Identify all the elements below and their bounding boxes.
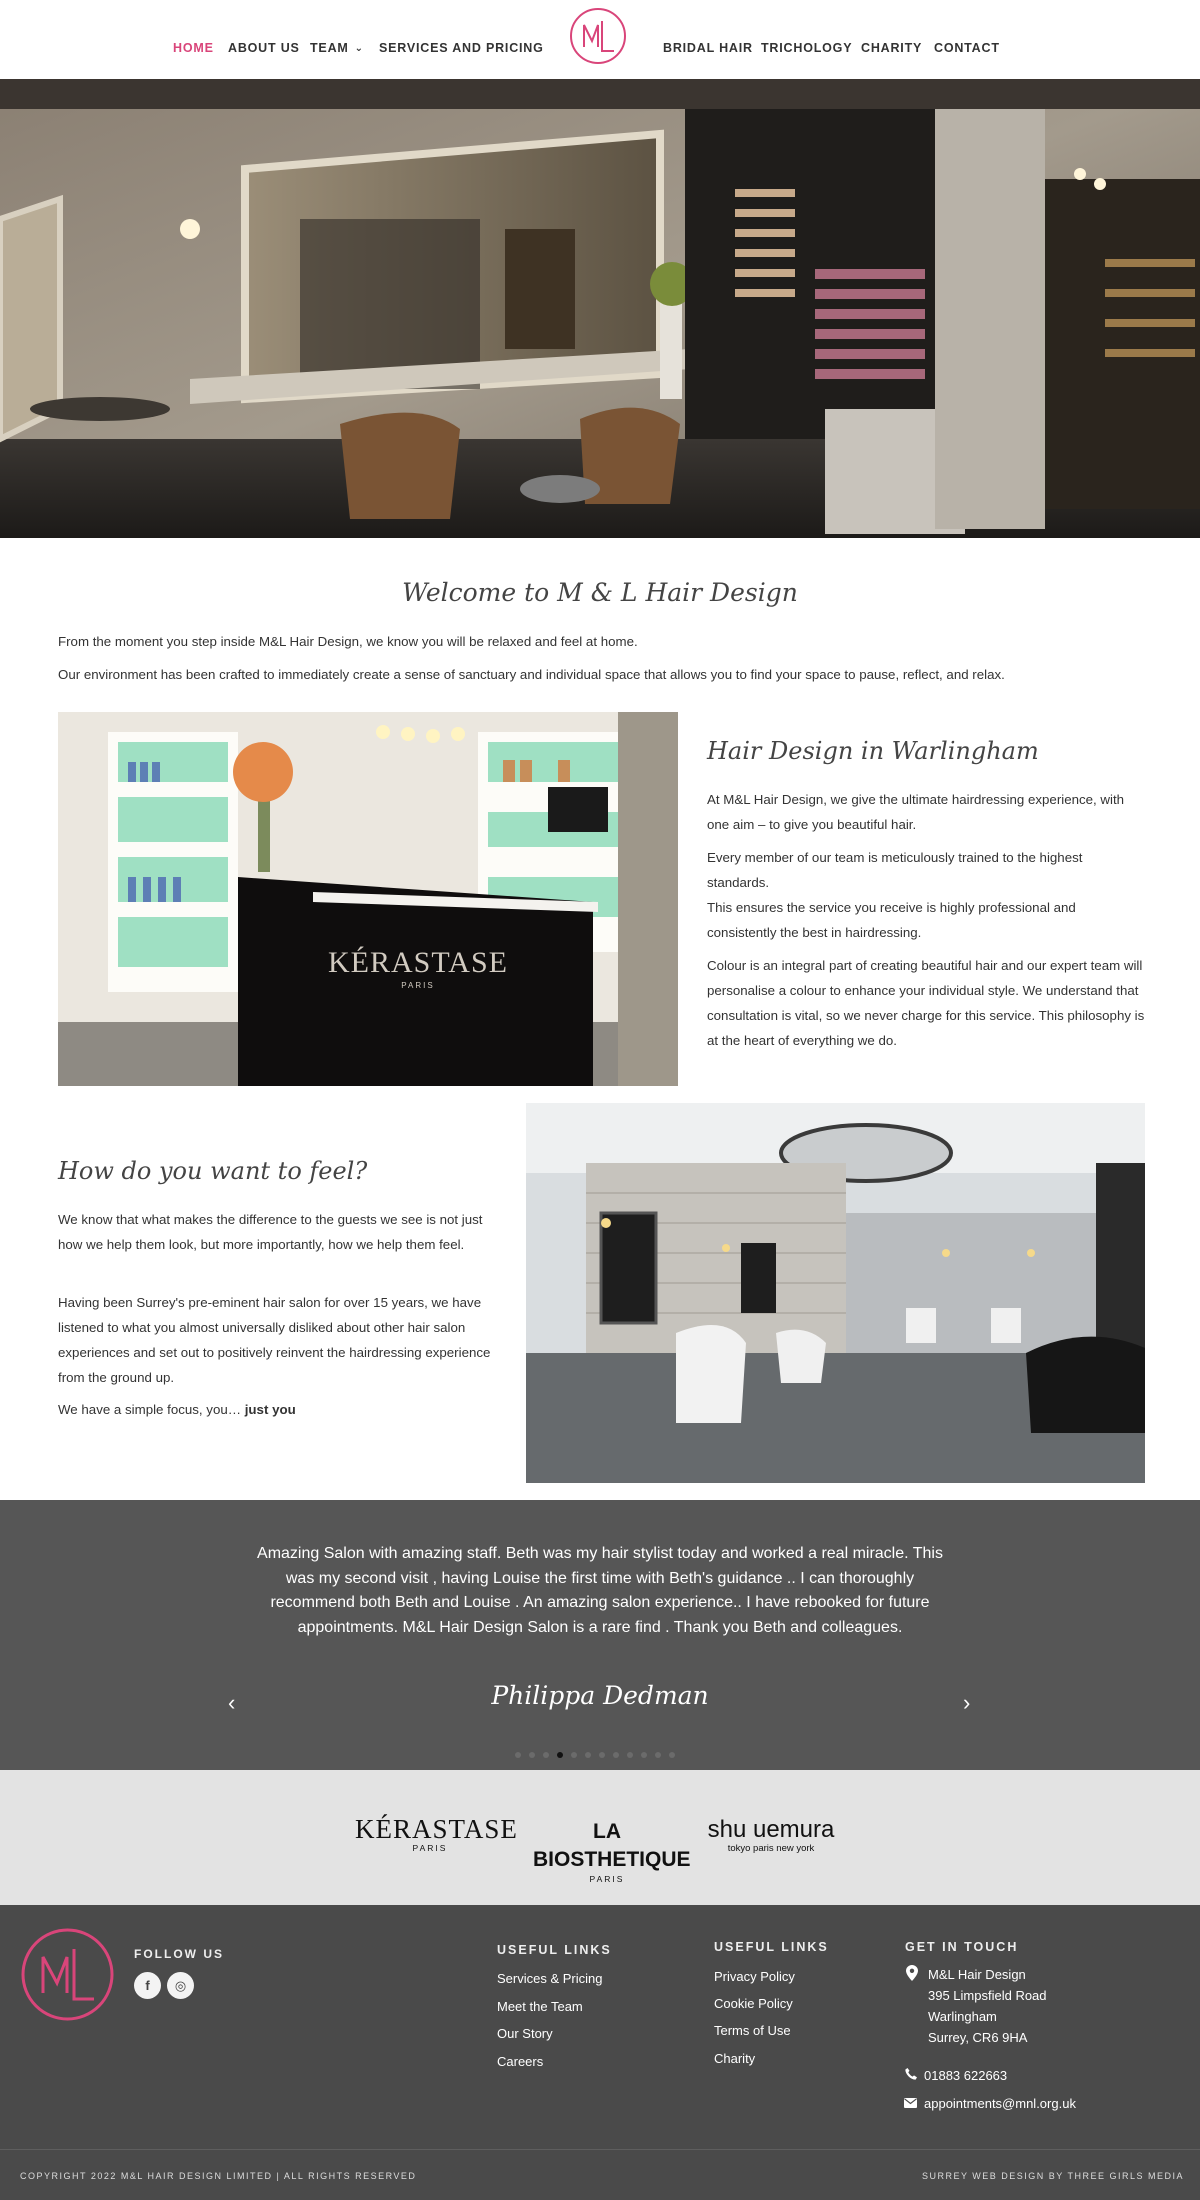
address-line-4: Surrey, CR6 9HA <box>928 2030 1028 2045</box>
slider-dot[interactable] <box>599 1752 605 1758</box>
chevron-left-icon[interactable]: ‹ <box>228 1690 236 1715</box>
slider-dot[interactable] <box>529 1752 535 1758</box>
nav-trichology[interactable]: TRICHOLOGY <box>761 41 853 55</box>
welcome-paragraph-2: Our environment has been crafted to immediately create a sense of sanctuary and individual space that allows you to find your space to pause, reflect, and relax. <box>58 667 1005 682</box>
facebook-icon[interactable]: f <box>134 1972 161 1999</box>
brand-sub: PARIS <box>589 1874 625 1884</box>
footer-link-our-story[interactable]: Our Story <box>497 2026 553 2041</box>
envelope-icon <box>904 2096 917 2111</box>
slider-dot[interactable] <box>571 1752 577 1758</box>
site-footer <box>0 1905 1200 2200</box>
feel-paragraph-3-prefix: We have a simple focus, you… <box>58 1402 245 1417</box>
hero-salon-image <box>0 79 1200 538</box>
useful-links-title-1: USEFUL LINKS <box>497 1943 612 1957</box>
web-design-credit[interactable]: SURREY WEB DESIGN BY THREE GIRLS MEDIA <box>921 2171 1184 2181</box>
address-line-2: 395 Limpsfield Road <box>928 1988 1047 2003</box>
brand-logo-la-biosthetique <box>533 1818 691 1884</box>
get-in-touch-title: GET IN TOUCH <box>905 1940 1019 1954</box>
site-header <box>0 0 1200 79</box>
useful-links-title-2: USEFUL LINKS <box>714 1940 829 1954</box>
feel-paragraph-3-bold: just you <box>244 1402 296 1417</box>
ml-logo[interactable] <box>569 7 627 65</box>
testimonial-quote: Amazing Salon with amazing staff. Beth was my hair stylist today and worked a real miracle. This was my second visit , having Louise the first time with Beth's guidance .. I can thoroughly recommend both Beth and Louise . An amazing salon experience.. I have rebooked for future appointments. M&L Hair Design Salon is a rare find . Thank you Beth and colleagues. <box>257 1545 943 1636</box>
nav-about-us[interactable]: ABOUT US <box>228 41 300 55</box>
nav-bridal-hair[interactable]: BRIDAL HAIR <box>663 41 753 55</box>
slider-dot[interactable] <box>627 1752 633 1758</box>
nav-team-label: TEAM <box>310 41 349 55</box>
brand-name: KÉRASTASE <box>355 1814 518 1844</box>
nav-home[interactable]: HOME <box>173 41 214 55</box>
nav-contact[interactable]: CONTACT <box>934 41 1000 55</box>
footer-link-privacy-policy[interactable]: Privacy Policy <box>714 1969 795 1984</box>
welcome-title: Welcome to M & L Hair Design <box>402 578 798 607</box>
chevron-right-icon[interactable]: › <box>963 1690 971 1715</box>
salon-interior-image <box>526 1103 1145 1483</box>
slider-dot[interactable] <box>613 1752 619 1758</box>
brand-logos-strip <box>0 1770 1200 1905</box>
how-do-you-feel-title: How do you want to feel? <box>58 1157 368 1185</box>
email-address[interactable]: appointments@mnl.org.uk <box>924 2096 1076 2111</box>
reception-brand-text: KÉRASTASE <box>328 946 508 979</box>
footer-link-services-pricing[interactable]: Services & Pricing <box>497 1971 603 1986</box>
warlingham-paragraph-3: Colour is an integral part of creating beautiful hair and our expert team will personalise a colour to enhance your individual style. We understand that consultation is vital, so we never charge for this service. This philosophy is at the heart of everything we do. <box>707 958 1145 1048</box>
warlingham-paragraph-2a: Every member of our team is meticulously trained to the highest standards. <box>707 850 1083 890</box>
brand-name: LA BIOSTHETIQUE <box>533 1820 691 1871</box>
footer-link-terms-of-use[interactable]: Terms of Use <box>714 2023 791 2038</box>
feel-paragraph-1: We know that what makes the difference to the guests we see is not just how we help them look, but more importantly, how we help them feel. <box>58 1212 483 1252</box>
footer-link-meet-the-team[interactable]: Meet the Team <box>497 1999 583 2014</box>
footer-link-charity[interactable]: Charity <box>714 2051 756 2066</box>
map-pin-icon <box>906 1965 918 1984</box>
instagram-icon[interactable]: ◎ <box>167 1972 194 1999</box>
footer-link-cookie-policy[interactable]: Cookie Policy <box>714 1996 793 2011</box>
phone-icon <box>905 2068 917 2083</box>
brand-logo-kerastase <box>355 1814 518 1853</box>
address-line-1: M&L Hair Design <box>928 1967 1026 1982</box>
slider-dot[interactable] <box>641 1752 647 1758</box>
brand-name: shu uemura <box>707 1816 835 1843</box>
brand-sub: tokyo paris new york <box>727 1843 815 1854</box>
feel-paragraph-2: Having been Surrey's pre-eminent hair salon for over 15 years, we have listened to what you almost universally disliked about other hair salon experiences and set out to positively reinvent the hairdressing experience from the ground up. <box>58 1295 491 1385</box>
section-warlingham-title: Hair Design in Warlingham <box>707 737 1039 765</box>
slider-dot[interactable] <box>515 1752 521 1758</box>
follow-us-label: FOLLOW US <box>134 1947 224 1961</box>
warlingham-paragraph-2b: This ensures the service you receive is highly professional and consistently the best in hairdressing. <box>707 900 1076 940</box>
nav-team[interactable] <box>310 41 364 55</box>
footer-link-careers[interactable]: Careers <box>497 2054 544 2069</box>
slider-dot[interactable] <box>655 1752 661 1758</box>
testimonial-author: Philippa Dedman <box>491 1681 709 1710</box>
nav-charity[interactable]: CHARITY <box>861 41 923 55</box>
brand-sub: PARIS <box>412 1843 448 1853</box>
footer-divider <box>0 2149 1200 2150</box>
feel-paragraph-3 <box>58 1397 498 1422</box>
testimonial-slider <box>0 1500 1200 1770</box>
chevron-down-icon: ⌄ <box>354 43 364 54</box>
slider-dot[interactable] <box>669 1752 675 1758</box>
welcome-paragraph-1: From the moment you step inside M&L Hair Design, we know you will be relaxed and feel at home. <box>58 634 638 649</box>
reception-desk-image <box>58 712 678 1086</box>
slider-dot[interactable] <box>557 1752 563 1758</box>
slider-dot[interactable] <box>543 1752 549 1758</box>
reception-brand-sub: PARIS <box>401 981 435 990</box>
phone-number[interactable]: 01883 622663 <box>924 2068 1008 2083</box>
brand-logo-shu-uemura <box>696 1816 846 1854</box>
address-line-3: Warlingham <box>928 2009 997 2024</box>
warlingham-paragraph-1: At M&L Hair Design, we give the ultimate hairdressing experience, with one aim – to give you beautiful hair. <box>707 792 1125 832</box>
footer-ml-logo[interactable] <box>20 1927 115 2022</box>
slider-dot[interactable] <box>585 1752 591 1758</box>
nav-services-and-pricing[interactable]: SERVICES AND PRICING <box>379 41 544 55</box>
slider-pagination <box>515 1752 675 1758</box>
copyright-text: COPYRIGHT 2022 M&L HAIR DESIGN LIMITED | ALL RIGHTS RESERVED <box>20 2171 417 2181</box>
